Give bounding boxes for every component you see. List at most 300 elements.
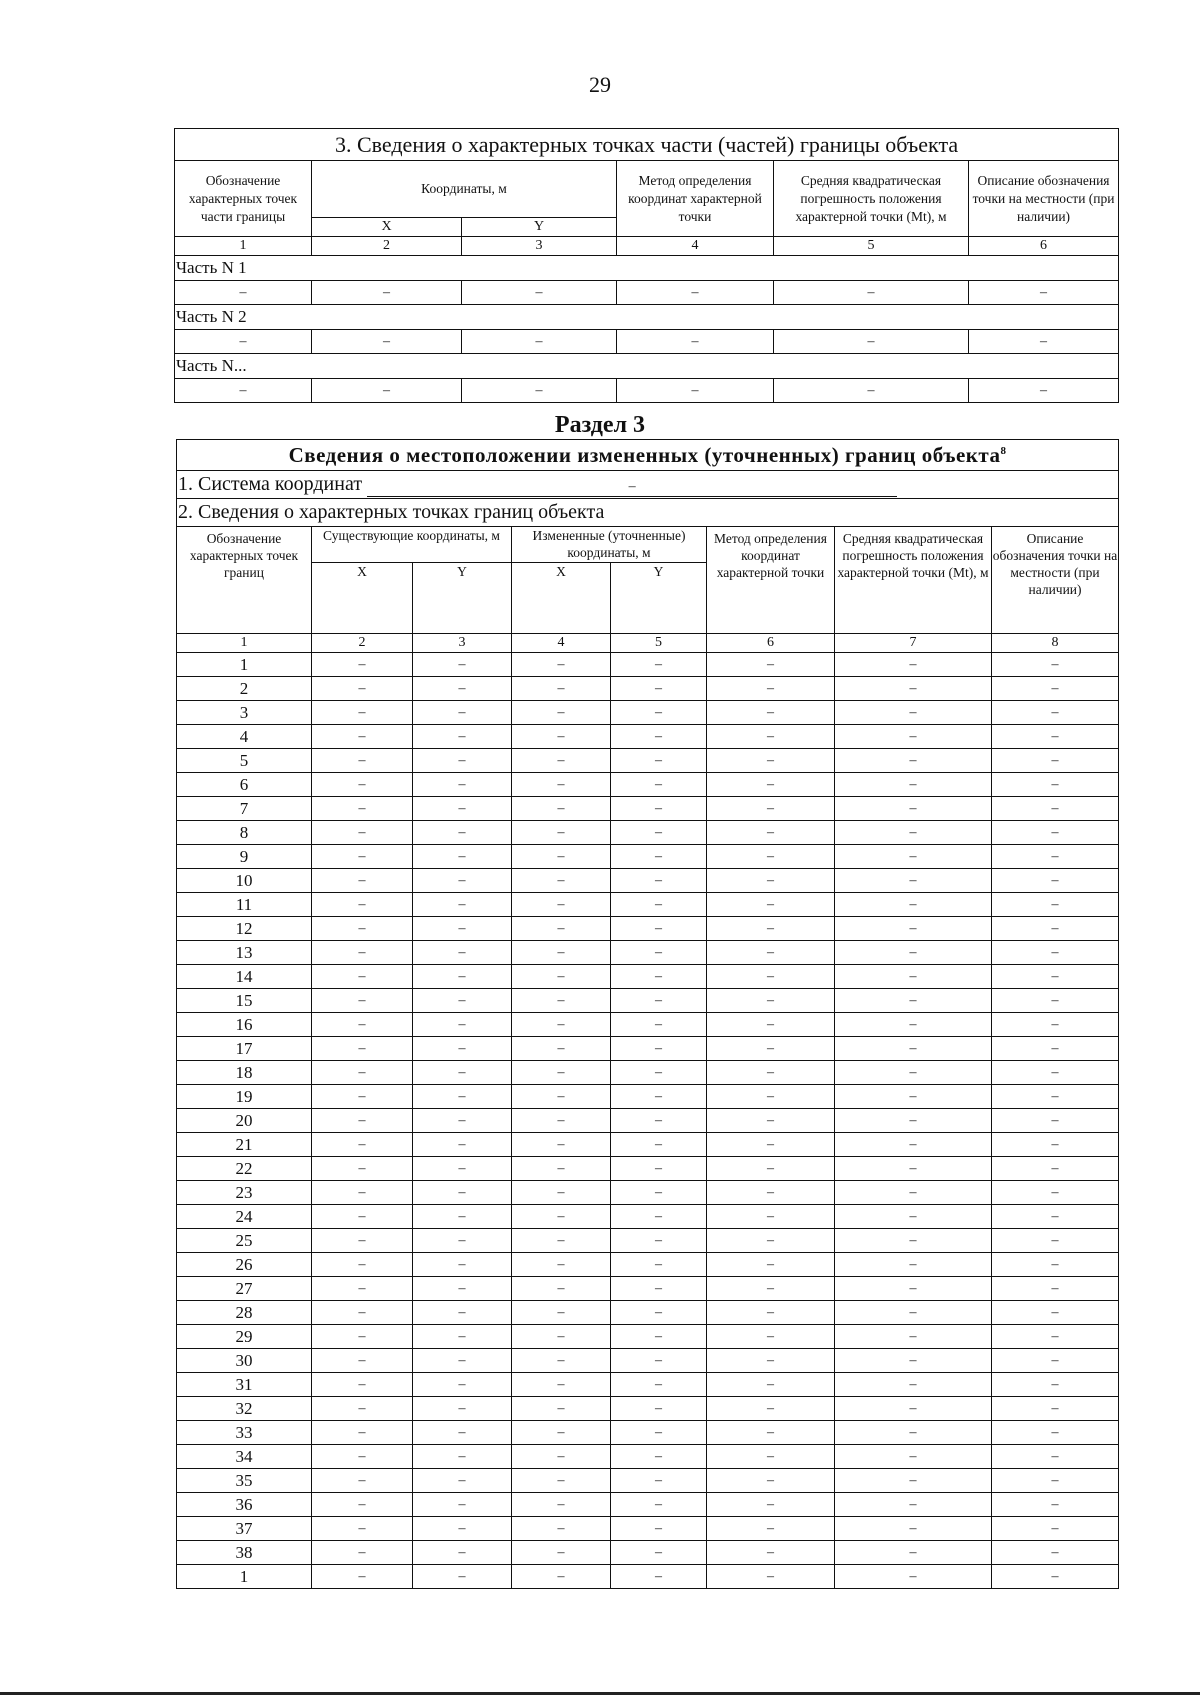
empty-cell: –: [835, 677, 992, 701]
empty-cell: –: [707, 1445, 835, 1469]
empty-cell: –: [312, 1301, 413, 1325]
table-row: [177, 821, 1119, 845]
point-number: 1: [177, 653, 312, 677]
empty-cell: –: [835, 653, 992, 677]
empty-cell: –: [413, 821, 512, 845]
empty-cell: –: [413, 893, 512, 917]
empty-cell: –: [992, 677, 1119, 701]
coord-system-row: [177, 471, 1119, 499]
empty-cell: –: [707, 1205, 835, 1229]
empty-cell: –: [835, 1469, 992, 1493]
empty-cell: –: [611, 1109, 707, 1133]
empty-cell: –: [835, 941, 992, 965]
table-row: [177, 1445, 1119, 1469]
empty-cell: –: [969, 330, 1119, 354]
empty-cell: –: [611, 1133, 707, 1157]
empty-cell: –: [413, 1301, 512, 1325]
column-number: 2: [312, 634, 413, 653]
empty-cell: –: [992, 941, 1119, 965]
empty-cell: –: [611, 773, 707, 797]
empty-cell: –: [512, 1253, 611, 1277]
column-number: 5: [611, 634, 707, 653]
empty-cell: –: [835, 749, 992, 773]
empty-cell: –: [312, 281, 462, 305]
empty-cell: –: [611, 1541, 707, 1565]
empty-cell: –: [835, 725, 992, 749]
point-number: 22: [177, 1157, 312, 1181]
empty-cell: –: [413, 989, 512, 1013]
empty-cell: –: [312, 1373, 413, 1397]
column-number: 4: [617, 237, 774, 256]
empty-cell: –: [707, 1061, 835, 1085]
empty-cell: –: [413, 1517, 512, 1541]
empty-cell: –: [835, 1157, 992, 1181]
empty-cell: –: [611, 1325, 707, 1349]
empty-cell: –: [413, 653, 512, 677]
points-rows: [177, 653, 1119, 1589]
point-number: 27: [177, 1277, 312, 1301]
empty-cell: –: [835, 701, 992, 725]
header-existing: Существующие координаты, м: [312, 527, 512, 563]
empty-cell: –: [835, 917, 992, 941]
empty-cell: –: [175, 379, 312, 403]
point-number: 6: [177, 773, 312, 797]
empty-cell: –: [413, 965, 512, 989]
header-designation: Обозначение характерных точек части границы: [175, 161, 312, 237]
empty-cell: –: [312, 1061, 413, 1085]
empty-cell: –: [707, 1133, 835, 1157]
empty-cell: –: [992, 653, 1119, 677]
empty-cell: –: [413, 1373, 512, 1397]
table-row: [177, 1013, 1119, 1037]
empty-cell: –: [835, 1133, 992, 1157]
part-points-table: [174, 128, 1119, 403]
empty-cell: –: [611, 1253, 707, 1277]
point-number: 34: [177, 1445, 312, 1469]
empty-cell: –: [835, 1373, 992, 1397]
empty-cell: –: [312, 797, 413, 821]
header-changed-y: Y: [611, 563, 707, 634]
empty-cell: –: [992, 1085, 1119, 1109]
empty-cell: –: [611, 1373, 707, 1397]
column-number: 1: [177, 634, 312, 653]
empty-cell: –: [611, 1181, 707, 1205]
empty-cell: –: [413, 677, 512, 701]
point-number: 17: [177, 1037, 312, 1061]
footnote-mark: 8: [1000, 444, 1007, 457]
header-x: X: [312, 218, 462, 237]
empty-cell: –: [611, 1013, 707, 1037]
empty-cell: –: [611, 965, 707, 989]
empty-cell: –: [413, 1037, 512, 1061]
empty-cell: –: [992, 725, 1119, 749]
empty-cell: –: [512, 1277, 611, 1301]
empty-cell: –: [611, 1349, 707, 1373]
empty-cell: –: [707, 1469, 835, 1493]
empty-cell: –: [707, 1229, 835, 1253]
empty-cell: –: [992, 893, 1119, 917]
empty-cell: –: [312, 749, 413, 773]
empty-cell: –: [512, 1493, 611, 1517]
empty-cell: –: [413, 917, 512, 941]
empty-cell: –: [512, 845, 611, 869]
empty-cell: –: [512, 1061, 611, 1085]
empty-cell: –: [992, 1229, 1119, 1253]
empty-cell: –: [512, 869, 611, 893]
empty-cell: –: [512, 1133, 611, 1157]
column-number: 6: [707, 634, 835, 653]
empty-cell: –: [312, 1229, 413, 1253]
point-number: 29: [177, 1325, 312, 1349]
empty-cell: –: [413, 1349, 512, 1373]
empty-cell: –: [611, 1085, 707, 1109]
empty-cell: –: [992, 821, 1119, 845]
column-number: 5: [774, 237, 969, 256]
empty-cell: –: [992, 1349, 1119, 1373]
empty-cell: –: [969, 379, 1119, 403]
point-number: 13: [177, 941, 312, 965]
empty-cell: –: [312, 965, 413, 989]
column-number: 7: [835, 634, 992, 653]
empty-cell: –: [617, 281, 774, 305]
empty-cell: –: [413, 1397, 512, 1421]
empty-cell: –: [312, 989, 413, 1013]
point-number: 32: [177, 1397, 312, 1421]
points-title: 2. Сведения о характерных точках границ объекта: [177, 499, 1119, 527]
empty-cell: –: [774, 379, 969, 403]
empty-cell: –: [512, 1013, 611, 1037]
column-number: 6: [969, 237, 1119, 256]
table-row: [177, 1133, 1119, 1157]
empty-cell: –: [835, 893, 992, 917]
table-row: [177, 1157, 1119, 1181]
empty-cell: –: [707, 1397, 835, 1421]
empty-cell: –: [312, 773, 413, 797]
empty-cell: –: [707, 1157, 835, 1181]
part-label: Часть N 1: [175, 256, 1119, 281]
empty-cell: –: [512, 1541, 611, 1565]
empty-cell: –: [707, 1493, 835, 1517]
point-number: 12: [177, 917, 312, 941]
empty-cell: –: [611, 797, 707, 821]
header-method: Метод определения координат характерной точки: [707, 527, 835, 634]
empty-cell: –: [312, 725, 413, 749]
empty-cell: –: [611, 1421, 707, 1445]
empty-cell: –: [835, 1421, 992, 1445]
point-number: 11: [177, 893, 312, 917]
empty-cell: –: [312, 1037, 413, 1061]
empty-cell: –: [835, 1205, 992, 1229]
empty-cell: –: [312, 1013, 413, 1037]
empty-cell: –: [707, 1109, 835, 1133]
empty-cell: –: [835, 1541, 992, 1565]
table-row: [177, 1541, 1119, 1565]
empty-cell: –: [312, 1493, 413, 1517]
empty-cell: –: [707, 1085, 835, 1109]
empty-cell: –: [835, 821, 992, 845]
empty-cell: –: [707, 1517, 835, 1541]
point-number: 1: [177, 1565, 312, 1589]
empty-cell: –: [413, 845, 512, 869]
empty-cell: –: [611, 725, 707, 749]
empty-cell: –: [992, 1133, 1119, 1157]
empty-cell: –: [707, 869, 835, 893]
empty-cell: –: [512, 701, 611, 725]
table-row: [177, 1421, 1119, 1445]
empty-cell: –: [413, 1157, 512, 1181]
table-row: [177, 1301, 1119, 1325]
table-row: [177, 1253, 1119, 1277]
empty-cell: –: [413, 701, 512, 725]
table-row: [177, 1469, 1119, 1493]
empty-cell: –: [992, 965, 1119, 989]
empty-cell: –: [707, 941, 835, 965]
table-row: [177, 1109, 1119, 1133]
point-number: 18: [177, 1061, 312, 1085]
empty-cell: –: [611, 677, 707, 701]
empty-cell: –: [774, 281, 969, 305]
empty-cell: –: [707, 1277, 835, 1301]
header-accuracy: Средняя квадратическая погрешность положения характерной точки (Mt), м: [774, 161, 969, 237]
empty-cell: –: [512, 941, 611, 965]
table-row: [177, 1373, 1119, 1397]
coord-system-value: –: [367, 478, 897, 497]
empty-cell: –: [512, 1445, 611, 1469]
empty-cell: –: [512, 1517, 611, 1541]
empty-cell: –: [312, 1133, 413, 1157]
empty-cell: –: [413, 1181, 512, 1205]
empty-cell: –: [512, 797, 611, 821]
empty-cell: –: [312, 1181, 413, 1205]
empty-cell: –: [175, 330, 312, 354]
empty-cell: –: [512, 1349, 611, 1373]
point-number: 8: [177, 821, 312, 845]
empty-cell: –: [992, 797, 1119, 821]
page-number: 29: [589, 72, 611, 97]
empty-cell: –: [992, 1541, 1119, 1565]
empty-cell: –: [707, 749, 835, 773]
empty-cell: –: [512, 1181, 611, 1205]
table-row: [177, 1397, 1119, 1421]
empty-cell: –: [835, 845, 992, 869]
boundary-points-table: [176, 439, 1119, 1589]
empty-cell: –: [611, 701, 707, 725]
empty-cell: –: [992, 1013, 1119, 1037]
empty-cell: –: [707, 1421, 835, 1445]
section-title: Раздел 3: [554, 412, 646, 438]
part-label: Часть N 2: [175, 305, 1119, 330]
empty-cell: –: [512, 653, 611, 677]
page-bottom-rule: [0, 1692, 1200, 1695]
empty-cell: –: [992, 1469, 1119, 1493]
empty-cell: –: [312, 1157, 413, 1181]
table-row: [177, 1493, 1119, 1517]
empty-cell: –: [611, 869, 707, 893]
column-number: 4: [512, 634, 611, 653]
empty-cell: –: [512, 821, 611, 845]
empty-cell: –: [992, 989, 1119, 1013]
empty-cell: –: [611, 1397, 707, 1421]
empty-cell: –: [413, 1469, 512, 1493]
empty-cell: –: [611, 845, 707, 869]
empty-cell: –: [413, 1229, 512, 1253]
empty-cell: –: [992, 1205, 1119, 1229]
point-number: 2: [177, 677, 312, 701]
empty-cell: –: [992, 1373, 1119, 1397]
empty-cell: –: [611, 1301, 707, 1325]
point-number: 19: [177, 1085, 312, 1109]
point-number: 38: [177, 1541, 312, 1565]
point-number: 36: [177, 1493, 312, 1517]
empty-cell: –: [835, 1445, 992, 1469]
empty-cell: –: [992, 1445, 1119, 1469]
empty-cell: –: [707, 725, 835, 749]
empty-cell: –: [969, 281, 1119, 305]
empty-cell: –: [413, 749, 512, 773]
empty-cell: –: [312, 1109, 413, 1133]
table-row: [177, 1277, 1119, 1301]
empty-cell: –: [413, 1013, 512, 1037]
empty-cell: –: [462, 379, 617, 403]
empty-cell: –: [611, 1445, 707, 1469]
empty-cell: –: [707, 701, 835, 725]
empty-cell: –: [835, 1109, 992, 1133]
empty-cell: –: [413, 1085, 512, 1109]
empty-cell: –: [611, 1517, 707, 1541]
empty-cell: –: [512, 965, 611, 989]
empty-cell: –: [413, 1277, 512, 1301]
table-row: [177, 1565, 1119, 1589]
empty-cell: –: [707, 1037, 835, 1061]
point-number: 30: [177, 1349, 312, 1373]
empty-cell: –: [413, 725, 512, 749]
empty-cell: –: [835, 1325, 992, 1349]
empty-cell: –: [835, 1397, 992, 1421]
empty-cell: –: [992, 845, 1119, 869]
point-number: 15: [177, 989, 312, 1013]
empty-cell: –: [835, 1517, 992, 1541]
table-row: [177, 1229, 1119, 1253]
point-number: 16: [177, 1013, 312, 1037]
empty-cell: –: [413, 1109, 512, 1133]
empty-cell: –: [707, 773, 835, 797]
table-row: [177, 1037, 1119, 1061]
point-number: 23: [177, 1181, 312, 1205]
empty-cell: –: [835, 869, 992, 893]
empty-cell: –: [992, 1109, 1119, 1133]
empty-cell: –: [707, 893, 835, 917]
empty-cell: –: [835, 989, 992, 1013]
empty-cell: –: [992, 1421, 1119, 1445]
empty-cell: –: [512, 1565, 611, 1589]
table-row: [177, 773, 1119, 797]
column-number: 8: [992, 634, 1119, 653]
empty-cell: –: [312, 1517, 413, 1541]
empty-cell: –: [611, 1277, 707, 1301]
empty-cell: –: [992, 1061, 1119, 1085]
empty-cell: –: [312, 1277, 413, 1301]
empty-cell: –: [707, 653, 835, 677]
empty-cell: –: [312, 1205, 413, 1229]
empty-cell: –: [512, 1373, 611, 1397]
empty-cell: –: [611, 1229, 707, 1253]
table-row: [177, 749, 1119, 773]
empty-cell: –: [413, 869, 512, 893]
empty-cell: –: [992, 917, 1119, 941]
empty-cell: –: [707, 1349, 835, 1373]
empty-cell: –: [312, 1253, 413, 1277]
empty-cell: –: [992, 1037, 1119, 1061]
empty-cell: –: [707, 1325, 835, 1349]
empty-cell: –: [611, 821, 707, 845]
point-number: 33: [177, 1421, 312, 1445]
empty-cell: –: [413, 1325, 512, 1349]
header-designation: Обозначение характерных точек границ: [177, 527, 312, 634]
empty-cell: –: [611, 941, 707, 965]
point-number: 35: [177, 1469, 312, 1493]
empty-cell: –: [992, 1253, 1119, 1277]
empty-cell: –: [707, 797, 835, 821]
empty-cell: –: [312, 1421, 413, 1445]
table-row: [177, 653, 1119, 677]
empty-cell: –: [611, 989, 707, 1013]
empty-cell: –: [462, 281, 617, 305]
empty-cell: –: [512, 1037, 611, 1061]
empty-cell: –: [512, 1421, 611, 1445]
empty-cell: –: [512, 1085, 611, 1109]
header-existing-y: Y: [413, 563, 512, 634]
empty-cell: –: [707, 989, 835, 1013]
empty-cell: –: [413, 797, 512, 821]
empty-cell: –: [707, 1253, 835, 1277]
empty-cell: –: [512, 917, 611, 941]
empty-cell: –: [413, 1133, 512, 1157]
part-label: Часть N...: [175, 354, 1119, 379]
coord-system-label: 1. Система координат: [178, 472, 363, 495]
empty-cell: –: [707, 1013, 835, 1037]
empty-cell: –: [413, 1061, 512, 1085]
empty-cell: –: [512, 749, 611, 773]
empty-cell: –: [835, 965, 992, 989]
empty-cell: –: [312, 653, 413, 677]
empty-cell: –: [413, 1253, 512, 1277]
header-existing-x: X: [312, 563, 413, 634]
main-table-title: [177, 440, 1119, 471]
empty-cell: –: [611, 1493, 707, 1517]
header-changed-x: X: [512, 563, 611, 634]
point-number: 14: [177, 965, 312, 989]
header-coords: Координаты, м: [312, 161, 617, 218]
empty-cell: –: [611, 1157, 707, 1181]
table-row: [177, 1085, 1119, 1109]
empty-cell: –: [312, 941, 413, 965]
empty-cell: –: [312, 1397, 413, 1421]
empty-cell: –: [512, 725, 611, 749]
empty-cell: –: [512, 1469, 611, 1493]
empty-cell: –: [512, 989, 611, 1013]
point-number: 3: [177, 701, 312, 725]
point-number: 20: [177, 1109, 312, 1133]
empty-cell: –: [312, 379, 462, 403]
table-row: [177, 965, 1119, 989]
empty-cell: –: [512, 677, 611, 701]
table-row: [177, 701, 1119, 725]
empty-cell: –: [774, 330, 969, 354]
empty-cell: –: [312, 1469, 413, 1493]
empty-cell: –: [413, 1445, 512, 1469]
empty-cell: –: [413, 1493, 512, 1517]
empty-cell: –: [312, 917, 413, 941]
